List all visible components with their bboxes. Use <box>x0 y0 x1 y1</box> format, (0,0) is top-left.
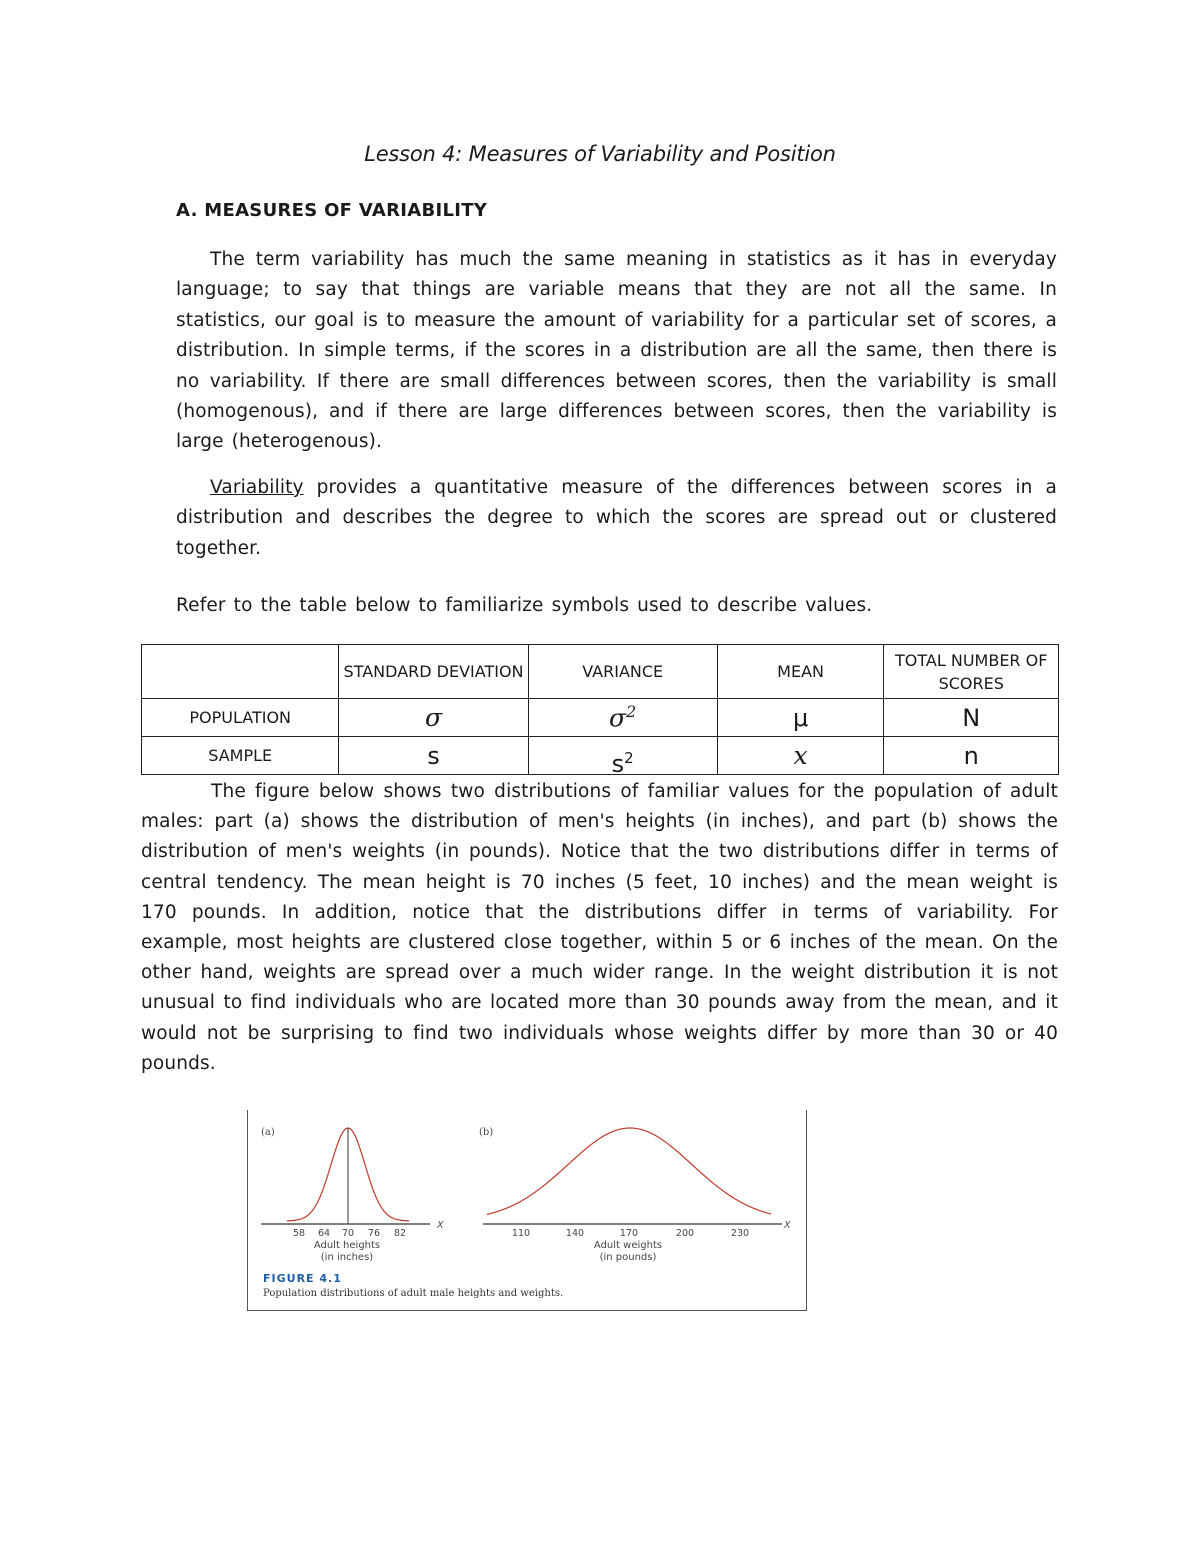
paragraph-text: The figure below shows two distributions of familiar values for the population of adult males: part (a) shows the distribution of men's heights (in inches), and part (b) shows the distribution of men's weights (in pounds). Notice that the two distributions differ in terms of central tendency. The mean height is 70 inches (5 feet, 10 inches) and the mean weight is 170 pounds. In addition, notice that the distributions differ in terms of variability. For example, most heights are clustered close together, within 5 or 6 inches of the mean. On the other hand, weights are spread over a much wider range. In the weight distribution it is not unusual to find individuals who are located more than 30 pounds away from the mean, and it would not be surprising to find two individuals whose weights differ by more than 30 or 40 pounds. <box>141 781 1058 1074</box>
population-mean-symbol: μ <box>717 699 884 737</box>
variance-base: σ <box>609 703 627 733</box>
variance-exponent: 2 <box>624 749 634 767</box>
panel-b-label: (b) <box>479 1127 494 1138</box>
paragraph-text: The term variability has much the same meaning in statistics as it has in everyday language; to say that things are variable means that they are not all the same. In statistics, our goal is to measure the amount of variability for a particular set of scores, a distribution. In simple terms, if the scores in a distribution are all the same, then there is no variability. If there are small differences between scores, then the variability is small (homogenous), and if there are large differences between scores, then the variability is large (heterogenous). <box>176 249 1057 453</box>
table-corner-cell <box>142 645 339 699</box>
sample-mean-symbol: x <box>717 737 884 775</box>
population-sd-symbol: σ <box>339 699 528 737</box>
sample-total-symbol: n <box>884 737 1059 775</box>
table-row-population <box>142 699 1059 737</box>
symbols-table <box>141 644 1059 778</box>
panel-a-label: (a) <box>261 1127 275 1138</box>
tick-b-230: 230 <box>730 1228 750 1239</box>
paragraph-table-intro: Refer to the table below to familiarize symbols used to describe values. <box>176 595 873 616</box>
paragraph-variability-measure <box>176 473 1057 564</box>
axis-b-label-line2: (in pounds) <box>599 1252 657 1263</box>
table-row-sample <box>142 737 1059 775</box>
tick-a-82: 82 <box>393 1228 407 1239</box>
axis-b-var: X <box>784 1220 791 1231</box>
population-variance-symbol <box>528 699 717 737</box>
axis-a-label-line1: Adult heights <box>313 1240 381 1251</box>
figure-distributions <box>247 1110 807 1311</box>
axis-b-label-line1: Adult weights <box>593 1240 663 1251</box>
figure-caption-text: Population distributions of adult male heights and weights. <box>263 1288 564 1299</box>
underlined-term: Variability <box>210 477 304 498</box>
section-heading: A. MEASURES OF VARIABILITY <box>176 200 488 221</box>
variance-exponent: 2 <box>626 702 637 722</box>
paragraph-distributions <box>141 777 1058 1079</box>
tick-a-70: 70 <box>341 1228 355 1239</box>
row-label-population: POPULATION <box>142 699 339 737</box>
paragraph-variability-definition <box>176 245 1057 458</box>
row-label-sample: SAMPLE <box>142 737 339 775</box>
population-total-symbol: N <box>884 699 1059 737</box>
header-standard-deviation: STANDARD DEVIATION <box>339 645 528 699</box>
header-mean: MEAN <box>717 645 884 699</box>
table-header-row <box>142 645 1059 699</box>
axis-a-var: X <box>437 1220 444 1231</box>
paragraph-text: provides a quantitative measure of the differences between scores in a distribution and describes the degree to which the scores are spread out or clustered together. <box>176 477 1057 559</box>
tick-b-140: 140 <box>565 1228 585 1239</box>
variance-base: s <box>611 750 625 778</box>
header-variance: VARIANCE <box>528 645 717 699</box>
page-title: Lesson 4: Measures of Variability and Position <box>364 142 836 166</box>
tick-b-110: 110 <box>511 1228 531 1239</box>
sample-variance-symbol <box>528 737 717 778</box>
sample-sd-symbol: s <box>339 737 528 775</box>
tick-b-170: 170 <box>619 1228 639 1239</box>
tick-a-76: 76 <box>367 1228 381 1239</box>
figure-caption-title: FIGURE 4.1 <box>263 1272 342 1285</box>
tick-a-64: 64 <box>317 1228 331 1239</box>
weight-distribution-curve <box>487 1128 771 1214</box>
header-total-number: TOTAL NUMBER OF SCORES <box>884 645 1059 699</box>
tick-a-58: 58 <box>292 1228 306 1239</box>
axis-a-label-line2: (in inches) <box>320 1252 374 1263</box>
tick-b-200: 200 <box>675 1228 695 1239</box>
